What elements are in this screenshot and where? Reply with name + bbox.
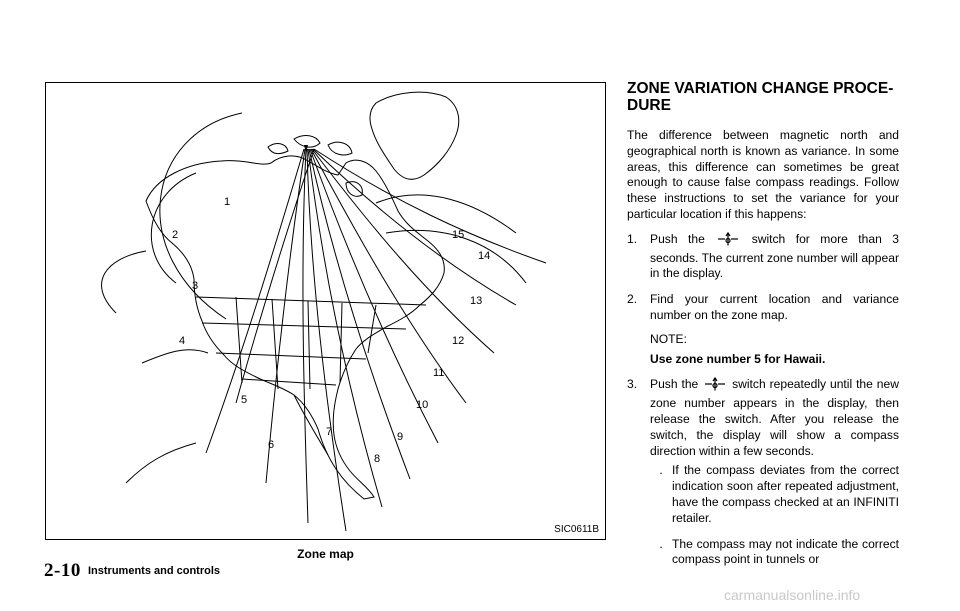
zone-label-5: 5 [241, 394, 248, 406]
zone-label-12: 12 [452, 335, 465, 347]
step-2 [627, 292, 899, 367]
watermark: carmanualsonline.info [724, 587, 861, 603]
compass-switch-icon [717, 232, 739, 251]
greenland-outline [370, 92, 459, 179]
section-heading [627, 80, 899, 114]
zone-label-13: 13 [470, 295, 483, 307]
zone-label-1: 1 [224, 196, 231, 208]
step-2-number: 2. [627, 292, 638, 307]
zone-label-3: 3 [192, 280, 199, 292]
compass-switch-icon [704, 377, 726, 396]
zone-label-7: 7 [326, 426, 333, 438]
footer-section-title: Instruments and controls [88, 565, 221, 577]
step-1-text-pre: Push the [650, 231, 705, 246]
bullet-item-2 [650, 537, 899, 569]
note-label: NOTE: [650, 331, 687, 346]
zone-map-figure [45, 82, 606, 540]
step-1 [627, 232, 899, 282]
step-1-body [650, 232, 899, 282]
step-3-body [650, 377, 899, 578]
bullet-item-1 [650, 463, 899, 526]
step-2-text: Find your current location and variance number on the zone map. [650, 292, 899, 322]
step-3-text-pre: Push the [650, 377, 699, 392]
zone-label-2: 2 [172, 229, 179, 241]
zone-label-8: 8 [374, 453, 381, 465]
step-3-text-post: switch repeatedly until the new zone number appears in the display, then release the switch. After you release the switch, the display will show a compass direction within a few seconds. [650, 377, 899, 458]
step-3-number: 3. [627, 377, 638, 392]
zone-label-9: 9 [397, 431, 404, 443]
zone-map-drawing [46, 83, 604, 538]
note-text: Use zone number 5 for Hawaii. [650, 351, 826, 366]
zone-label-6: 6 [268, 439, 275, 451]
bullet-mark: . [659, 536, 663, 551]
bullet-text-1: If the compass deviates from the correct indication soon after repeated adjustment, have the compass checked at an INFINITI retailer. [672, 463, 899, 525]
heading-line-1: ZONE VARIATION CHANGE PROCE- [627, 80, 894, 97]
figure-caption: Zone map [297, 547, 354, 561]
step-1-number: 1. [627, 231, 638, 246]
zone-label-11: 11 [433, 367, 445, 379]
zone-label-10: 10 [416, 399, 429, 411]
step-1-text-post: switch for more than 3 seconds. The current zone number will appear in the display. [650, 231, 899, 281]
bullet-text-2: The compass may not indicate the correct compass point in tunnels or [672, 536, 899, 567]
zone-label-15: 15 [452, 229, 465, 241]
instructions-column [627, 80, 899, 588]
heading-line-2: DURE [627, 97, 671, 114]
step-2-body [650, 292, 899, 367]
figure-code: SIC0611B [554, 524, 599, 535]
intro-paragraph: The difference between magnetic north and geographical north is known as variance. In some areas, this difference can sometimes be great enough to cause false compass readings. Follow these instructions to set the variance for your particular location if this happens: [627, 128, 899, 221]
zone-label-4: 4 [179, 335, 186, 347]
step-3 [627, 377, 899, 578]
page-number: 2-10 [44, 560, 81, 581]
bullet-mark: . [659, 463, 663, 478]
zone-label-14: 14 [478, 250, 491, 262]
